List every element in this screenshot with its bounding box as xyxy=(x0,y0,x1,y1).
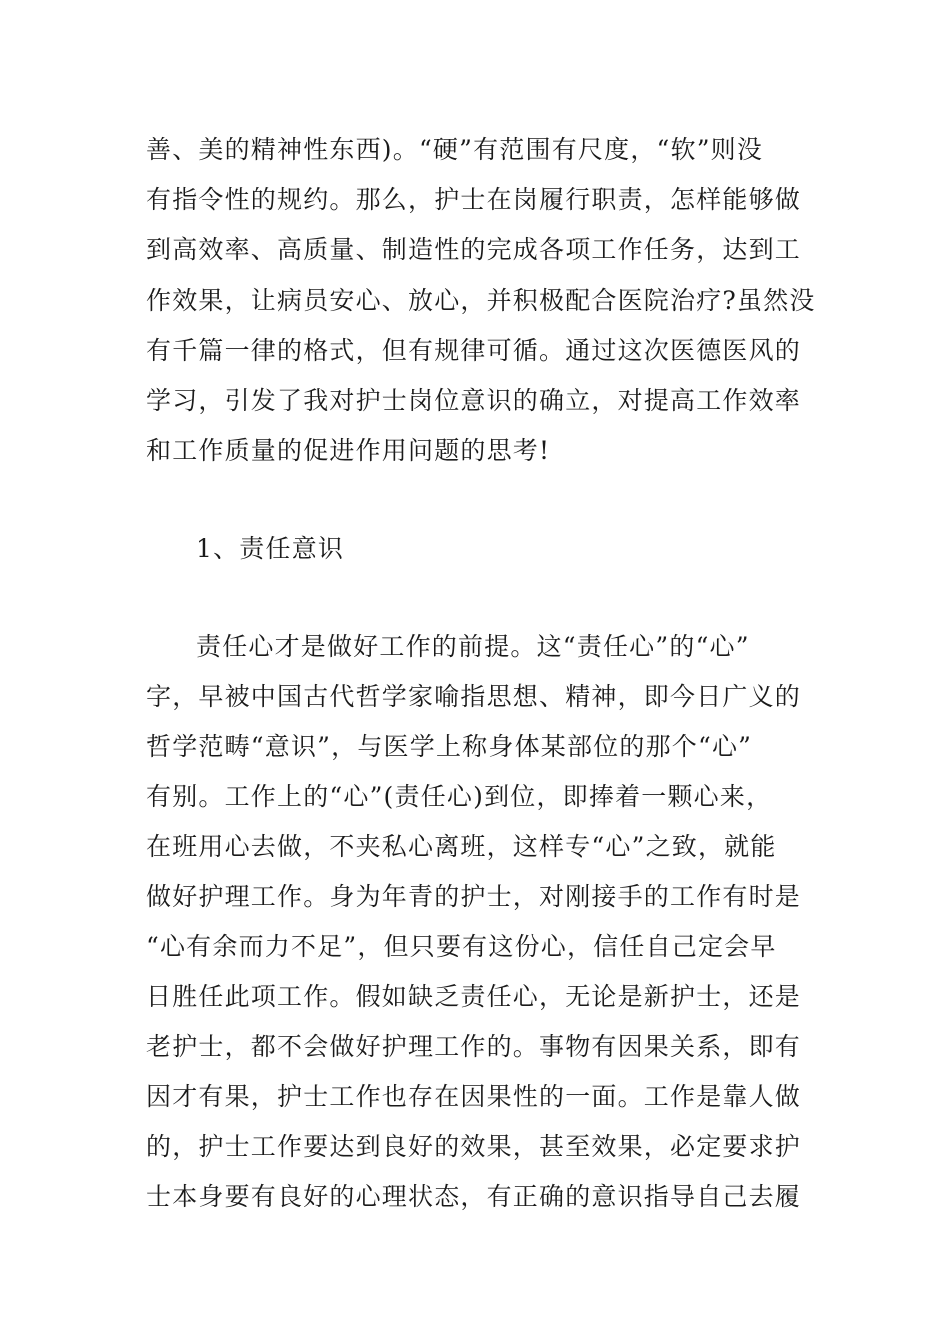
text-line: 士本身要有良好的心理状态，有正确的意识指导自己去履 xyxy=(146,1182,802,1211)
text-line: 有千篇一律的格式，但有规律可循。通过这次医德医风的 xyxy=(146,336,802,365)
text-line: 因才有果，护士工作也存在因果性的一面。工作是靠人做 xyxy=(146,1082,802,1111)
text-line: 和工作质量的促进作用问题的思考! xyxy=(146,436,551,465)
text-line: 哲学范畴“意识”，与医学上称身体某部位的那个“心” xyxy=(146,732,753,761)
text-line: 作效果，让病员安心、放心，并积极配合医院治疗?虽然没 xyxy=(146,286,816,315)
text-line: 字，早被中国古代哲学家喻指思想、精神，即今日广义的 xyxy=(146,682,802,711)
text-line: 日胜任此项工作。假如缺乏责任心，无论是新护士，还是 xyxy=(146,982,802,1011)
text-line: “心有余而力不足”，但只要有这份心，信任自己定会早 xyxy=(146,932,777,961)
text-line: 老护士，都不会做好护理工作的。事物有因果关系，即有 xyxy=(146,1032,802,1061)
text-line: 到高效率、高质量、制造性的完成各项工作任务，达到工 xyxy=(146,235,802,264)
text-line: 的，护士工作要达到良好的效果，甚至效果，必定要求护 xyxy=(146,1132,802,1161)
text-line: 责任心才是做好工作的前提。这“责任心”的“心” xyxy=(196,632,750,661)
text-line: 做好护理工作。身为年青的护士，对刚接手的工作有时是 xyxy=(146,882,802,911)
text-line: 有别。工作上的“心”(责任心)到位，即捧着一颗心来， xyxy=(146,782,773,811)
section-heading: 1、责任意识 xyxy=(196,534,345,563)
text-line: 善、美的精神性东西)。“硬”有范围有尺度，“软”则没 xyxy=(146,135,764,164)
text-line: 在班用心去做，不夹私心离班，这样专“心”之致，就能 xyxy=(146,832,777,861)
text-line: 有指令性的规约。那么，护士在岗履行职责，怎样能够做 xyxy=(146,185,802,214)
text-line: 学习，引发了我对护士岗位意识的确立，对提高工作效率 xyxy=(146,386,802,415)
